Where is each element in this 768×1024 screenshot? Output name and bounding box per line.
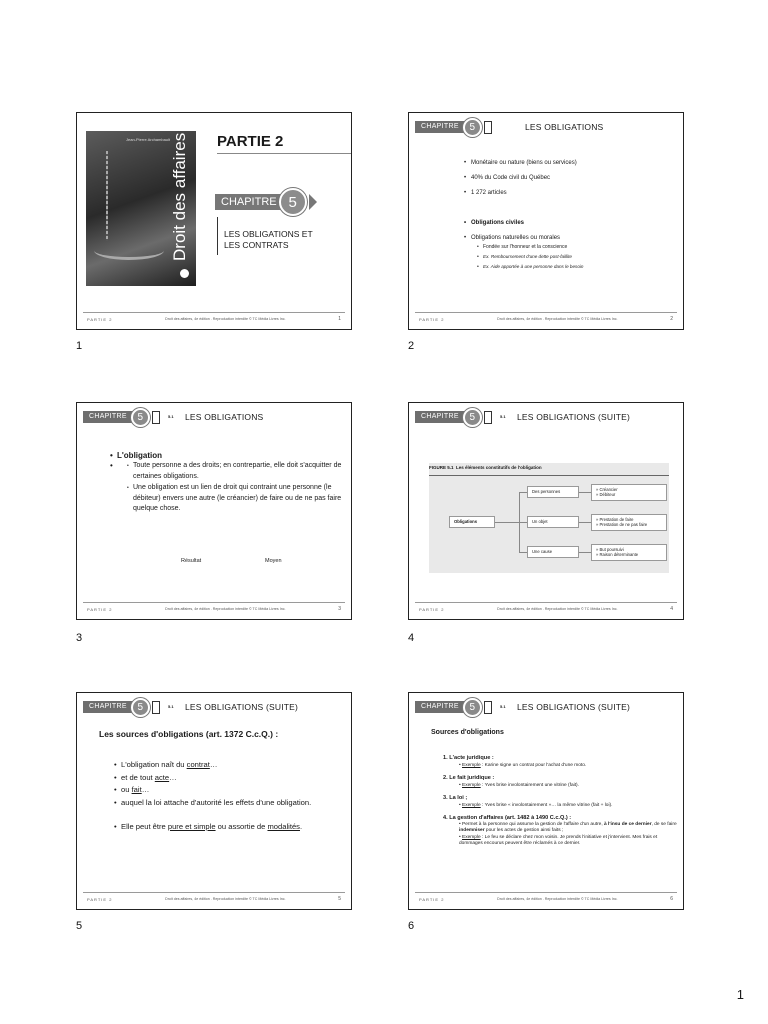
text: , de se faire (651, 822, 677, 827)
divider (429, 475, 669, 476)
figure-diagram (429, 463, 669, 573)
list-item (121, 759, 346, 772)
footer-center: Droit des affaires, 4e édition . Reproduction interdite © TC Média Livres Inc. (497, 317, 618, 321)
list-item: • Ex. Aide apportée à une personne dans le besoin (483, 262, 671, 272)
text: . (299, 822, 303, 831)
slide-title: LES OBLIGATIONS (525, 122, 604, 132)
leaf-item: » Raison déterminante (596, 552, 639, 557)
footer-left: PARTIE 2 (87, 316, 113, 322)
bullet-list (121, 759, 346, 834)
chapter-number: 5 (463, 118, 482, 137)
chapter-label: CHAPITRE (83, 701, 133, 713)
example-line: • Exemple : Yves brise involontairement une vitrine (fait). (459, 783, 579, 788)
list-item: • Obligations civiles (471, 219, 671, 227)
footer-center: Droit des affaires, 4e édition . Reproduction interdite © TC Média Livres Inc. (497, 607, 618, 611)
bracket-icon (152, 701, 160, 714)
text: … (209, 760, 218, 769)
slide-3 (76, 402, 352, 620)
text: fait (131, 785, 142, 794)
slide-heading: Sources d'obligations (431, 729, 504, 736)
slide-title: LES OBLIGATIONS (SUITE) (517, 412, 631, 422)
example-line: • Exemple : Le feu se déclare chez mon voisin. Je prends l'initiative et j'intervient. Mes frais et dommages encourus peuvent être réclamés à ce dernier. (459, 835, 658, 846)
text: contrat (186, 760, 210, 769)
footer-left: PARTIE 2 (419, 896, 445, 902)
chapter-label: CHAPITRE (415, 121, 465, 133)
diagram-node: Une cause (527, 546, 579, 558)
slide-title: LES OBLIGATIONS (SUITE) (185, 702, 299, 712)
list-item (471, 234, 671, 272)
footer-page: 3 (338, 606, 341, 612)
book-cover-image (86, 131, 196, 286)
list-item: 2. Le fait juridique : (443, 775, 495, 781)
connector (519, 552, 527, 553)
diagram-root: Obligations (449, 516, 495, 528)
text: L'obligation naît du (121, 760, 187, 769)
slide-index: 2 (408, 340, 415, 352)
footer-page: 5 (338, 896, 341, 902)
list-item (117, 461, 342, 515)
section-number: 5.1 (500, 414, 506, 419)
bracket-icon (484, 121, 492, 134)
list-item-text: Obligations naturelles ou morales (471, 235, 561, 241)
footer-center: Droit des affaires, 4e édition . Reproduction interdite © TC Média Livres Inc. (165, 897, 286, 901)
text: et de tout (121, 772, 155, 782)
footer-left: PARTIE 2 (87, 896, 113, 902)
list-heading: L'obligation (117, 451, 163, 460)
label-resultat: Résultat (181, 558, 202, 564)
list-item: • 40% du Code civil du Québec (471, 174, 671, 182)
chapter-number: 5 (131, 408, 150, 427)
slide-heading: Les sources d'obligations (art. 1372 C.c.Q.) : (99, 729, 279, 739)
list-item: • Ex. Remboursement d'une dette post-faillite (483, 252, 671, 262)
book-title: Droit des affaires (170, 132, 189, 261)
footer-page: 4 (670, 606, 673, 612)
list-item: • Fondée sur l'honneur et la conscience (483, 242, 671, 252)
chapter-banner (215, 191, 317, 213)
list-item (117, 451, 342, 461)
text: ou (121, 785, 132, 794)
text: … (141, 785, 150, 794)
slide-index: 4 (408, 632, 415, 644)
list-item: • Une obligation est un lien de droit qui contraint une personne (le débiteur) envers une autre (le créancier) de faire ou de ne pas faire quelque chose. (133, 483, 342, 515)
sub-list (133, 461, 342, 515)
example-line: • Exemple : Yves brise « involontairement »… la même vitrine (fait + loi). (459, 803, 613, 808)
slide-index: 6 (408, 920, 415, 932)
text: Exemple (462, 803, 481, 808)
connector (579, 522, 591, 523)
footer-center: Droit des affaires, 4e édition . Reproduction interdite © TC Média Livres Inc. (165, 607, 286, 611)
label-moyen: Moyen (265, 558, 282, 564)
divider (217, 217, 218, 255)
divider (217, 153, 352, 154)
bracket-icon (484, 701, 492, 714)
subtitle-line: LES OBLIGATIONS ET (224, 229, 313, 239)
arrow-icon (309, 194, 317, 210)
chapter-label: CHAPITRE (415, 701, 465, 713)
figure-title: Les éléments constitutifs de l'obligation (456, 465, 542, 470)
chapter-header (415, 119, 492, 135)
leaf-item: » Créancier (596, 487, 618, 492)
slide-2 (408, 112, 684, 330)
chain-decoration (106, 151, 108, 241)
text: pure et simple (167, 822, 216, 831)
bullet-list (471, 219, 671, 272)
slide-1 (76, 112, 352, 330)
chapter-header (415, 699, 492, 715)
connector (495, 522, 519, 523)
text: Permet à la personne qui assume la gestion de l'affaire d'un autre, (462, 822, 605, 827)
chapter-header (83, 409, 160, 425)
slide-index: 5 (76, 920, 83, 932)
slide-subtitle (224, 229, 313, 251)
chapter-label: CHAPITRE (415, 411, 465, 423)
footer-page: 2 (670, 316, 673, 322)
footer-center: Droit des affaires, 4e édition . Reproduction interdite © TC Média Livres Inc. (497, 897, 618, 901)
chapter-header (415, 409, 492, 425)
slide-footer (83, 892, 345, 905)
footer-left: PARTIE 2 (419, 606, 445, 612)
list-item: • Monétaire ou nature (biens ou services) (471, 159, 671, 167)
text: Elle peut être (121, 822, 168, 831)
section-number: 5.1 (500, 704, 506, 709)
footer-page: 6 (670, 896, 673, 902)
figure-label: FIGURE 5.1 (429, 465, 454, 470)
example-line: • Permet à la personne qui assume la gestion de l'affaire d'un autre, à l'insu de ce dernier, de se faire indemniser pour les actes de gestion ainsi faits ; (459, 822, 677, 833)
text: : Yves brise involontairement une vitrine (fait). (480, 783, 579, 788)
section-number: 5.1 (168, 414, 174, 419)
connector (579, 552, 591, 553)
text: … (169, 772, 177, 782)
bracket-icon (484, 411, 492, 424)
slide-4 (408, 402, 684, 620)
chapter-number: 5 (463, 698, 482, 717)
footer-left: PARTIE 2 (419, 316, 445, 322)
chapter-number: 5 (463, 408, 482, 427)
subtitle-line: LES CONTRATS (224, 240, 289, 250)
text: acte (154, 772, 170, 782)
sources-list (443, 755, 679, 846)
slide-index: 1 (76, 340, 83, 352)
text: Exemple (462, 763, 481, 768)
list-item (121, 784, 346, 797)
list-item: • auquel la loi attache d'autorité les effets d'une obligation. (121, 797, 346, 810)
slide-title: LES OBLIGATIONS (SUITE) (517, 702, 631, 712)
leaf-item: » Prestation de faire (596, 517, 634, 522)
footer-page: 1 (338, 316, 341, 322)
slide-5 (76, 692, 352, 910)
scale-decoration (94, 241, 164, 260)
chapter-header (83, 699, 160, 715)
text: : Le feu se déclare chez mon voisin. Je prends l'initiative et j'intervient. Mes frais et dommages encourus peuvent être réclamés à ce dernier. (459, 835, 658, 846)
list-item: 1. L'acte juridique : (443, 755, 494, 761)
chapter-label: CHAPITRE (215, 194, 283, 210)
slide-footer (415, 892, 677, 905)
connector (519, 522, 527, 523)
diagram-leaf (591, 514, 667, 531)
diagram-node: Un objet (527, 516, 579, 528)
figure-caption (429, 465, 542, 470)
text: Exemple (462, 835, 481, 841)
list-item (121, 772, 346, 785)
text: : Karine signe un contrat pour l'achat d'une moto. (480, 763, 587, 768)
bullet-list (117, 451, 342, 515)
text: indemniser (459, 827, 485, 833)
slide-footer (415, 312, 677, 325)
list-item: • • Toute personne a des droits; en contrepartie, elle doit s'acquitter de certaines obligations. (133, 461, 342, 482)
text: à l'insu de ce dernier (604, 822, 652, 827)
diagram-leaf (591, 484, 667, 501)
partie-title: PARTIE 2 (217, 133, 284, 150)
publisher-logo-icon (180, 269, 189, 278)
list-item (121, 821, 346, 834)
footer-center: Droit des affaires, 4e édition . Reproduction interdite © TC Média Livres Inc. (165, 317, 286, 321)
list-item: 4. La gestion d'affaires (art. 1482 à 1490 C.c.Q.) : (443, 815, 572, 821)
page-number: 1 (736, 987, 744, 1002)
footer-left: PARTIE 2 (87, 606, 113, 612)
leaf-item: » Prestation de ne pas faire (596, 522, 648, 527)
connector (519, 492, 527, 493)
leaf-item: » But poursuivi (596, 547, 624, 552)
example-line: • Exemple : Karine signe un contrat pour l'achat d'une moto. (459, 763, 587, 768)
slide-index: 3 (76, 632, 83, 644)
bracket-icon (152, 411, 160, 424)
diagram-node: Des personnes (527, 486, 579, 498)
list-item: • 1 272 articles (471, 189, 671, 197)
sub-list (483, 242, 671, 272)
text: : Yves brise « involontairement »… la même vitrine (fait + loi). (480, 803, 613, 808)
slide-footer (83, 602, 345, 615)
slide-title: LES OBLIGATIONS (185, 412, 264, 422)
chapter-number: 5 (131, 698, 150, 717)
slide-footer (83, 312, 345, 325)
text: pour les actes de gestion ainsi faits ; (484, 827, 564, 833)
diagram-leaf (591, 544, 667, 561)
slide-footer (415, 602, 677, 615)
chapter-number: 5 (279, 188, 307, 216)
slide-6 (408, 692, 684, 910)
leaf-item: » Débiteur (596, 492, 616, 497)
connector (579, 492, 591, 493)
chapter-label: CHAPITRE (83, 411, 133, 423)
bullet-list (471, 159, 671, 197)
list-item: 3. La loi ; (443, 795, 468, 801)
book-authors: Jean-Pierre Archambault (126, 137, 171, 142)
text: modalités (267, 822, 300, 831)
text: ou assortie de (215, 822, 268, 831)
section-number: 5.1 (168, 704, 174, 709)
text: Exemple (462, 783, 481, 788)
